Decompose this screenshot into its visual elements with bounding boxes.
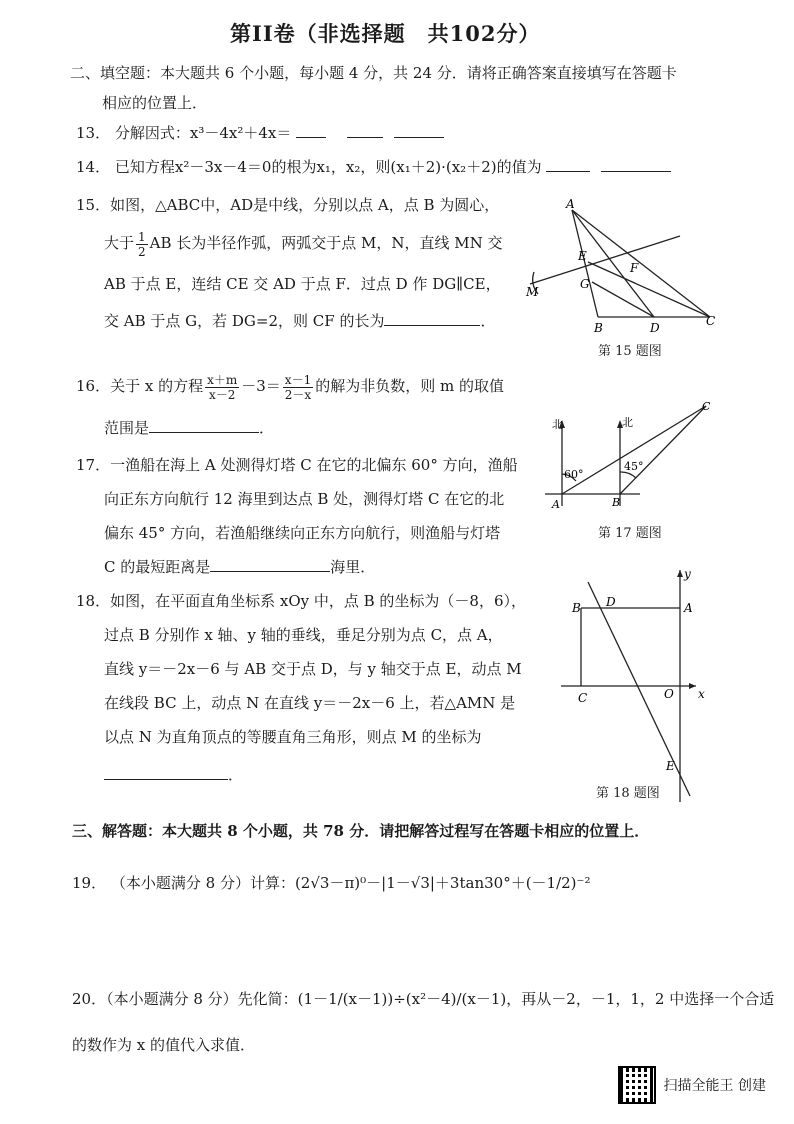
- q15-line4: 交 AB 于点 G，若 DG=2，则 CF 的长为: [104, 312, 385, 330]
- fig17-label-A: A: [552, 498, 560, 511]
- question-20: [72, 982, 775, 1074]
- section-2-line1: 二、填空题：本大题共 6 个小题，每小题 4 分，共 24 分．请将正确答案直接填写在答题卡: [70, 64, 677, 82]
- q14-answer-blank-2[interactable]: [601, 155, 671, 172]
- fig15-label-C: C: [706, 314, 716, 328]
- fig18-y-arrow: [677, 570, 683, 577]
- fig15-label-E: E: [578, 249, 587, 263]
- q15-fraction: [136, 230, 148, 259]
- q16-line1c: 的解为非负数，则 m 的取值: [315, 377, 504, 395]
- q16-line1a: 关于 x 的方程: [110, 377, 204, 395]
- q13-text: 分解因式：x³－4x²＋4x＝: [114, 124, 292, 142]
- fig17-label-north-A: 北: [552, 418, 563, 431]
- fig17-label-C: C: [702, 400, 711, 413]
- q18-line6-end: ．: [228, 766, 244, 784]
- q16-line1b: －3＝: [241, 377, 281, 395]
- question-16: [76, 366, 536, 450]
- q20-line1: 20．（本小题满分 8 分）先化简：(1－1/(x－1))÷(x²－4)/(x－1)，再从－2，－1，1，2 中选择一个合适: [72, 990, 775, 1008]
- fig15-label-F: F: [630, 261, 639, 275]
- q13-answer-blank-3[interactable]: [394, 121, 444, 138]
- page-title: 第II卷（非选择题 共102分）: [230, 21, 541, 46]
- fig18-label-C: C: [578, 691, 588, 705]
- q17-line3: 偏东 45° 方向，若渔船继续向正东方向航行，则渔船与灯塔: [104, 524, 501, 542]
- fig17-line-AC: [562, 406, 706, 494]
- question-13: [76, 116, 444, 150]
- question-14: [76, 150, 671, 184]
- q15-line2b: AB 长为半径作弧，两弧交于点 M，N，直线 MN 交: [149, 234, 503, 252]
- q14-answer-blank[interactable]: [546, 155, 590, 172]
- q16-number: 16．: [76, 377, 111, 395]
- section-2-heading: [70, 58, 677, 118]
- section-2-line2: 相应的位置上．: [102, 94, 208, 112]
- q18-line1: 如图，在平面直角坐标系 xOy 中，点 B 的坐标为（－8，6），: [110, 592, 527, 610]
- scanner-watermark: [618, 1066, 766, 1104]
- fig15-label-M: M: [526, 285, 539, 299]
- fig17-label-B: B: [612, 496, 621, 509]
- q14-number: 14．: [76, 158, 111, 176]
- q16-line2: 范围是: [104, 419, 150, 437]
- q16-f2-den: 2－x: [284, 387, 312, 402]
- fig15-caption: 第 15 题图: [598, 344, 662, 359]
- figure-18: [556, 564, 716, 804]
- q14-text: 已知方程x²－3x－4＝0的根为x₁，x₂，则(x₁＋2)·(x₂＋2)的值为: [114, 158, 542, 176]
- fig18-label-O: O: [664, 687, 674, 701]
- q16-line2-end: ．: [259, 419, 275, 437]
- q15-answer-blank[interactable]: [384, 309, 480, 326]
- question-18: [76, 584, 546, 796]
- q15-frac-den: 2: [138, 244, 146, 259]
- q17-answer-blank[interactable]: [210, 555, 330, 572]
- fig18-label-B: B: [572, 601, 581, 615]
- fig17-caption: 第 17 题图: [598, 526, 662, 541]
- fig18-label-D: D: [606, 595, 616, 609]
- fig18-label-E: E: [666, 759, 675, 773]
- question-17: [76, 448, 536, 584]
- fig15-label-G: G: [580, 277, 590, 291]
- q18-number: 18．: [76, 592, 111, 610]
- q17-line1: 一渔船在海上 A 处测得灯塔 C 在它的北偏东 60° 方向，渔船: [110, 456, 518, 474]
- fig18-label-y: y: [684, 567, 691, 581]
- fig15-label-A: A: [566, 197, 575, 211]
- q16-f1-num: x＋m: [207, 372, 238, 387]
- fig15-label-D: D: [650, 321, 660, 335]
- q17-line2: 向正东方向航行 12 海里到达点 B 处，测得灯塔 C 在它的北: [104, 490, 505, 508]
- q18-answer-blank[interactable]: [104, 763, 228, 780]
- q15-line4-end: ．: [480, 312, 496, 330]
- q15-frac-num: 1: [138, 229, 146, 244]
- qr-code-icon: [618, 1066, 656, 1104]
- q15-line3: AB 于点 E，连结 CE 交 AD 于点 F．过点 D 作 DG∥CE，: [104, 275, 501, 293]
- q18-line2: 过点 B 分别作 x 轴、y 轴的垂线，垂足分别为点 C，点 A，: [104, 626, 503, 644]
- q16-fraction-2: [283, 373, 313, 402]
- figure-17: [540, 398, 720, 513]
- q15-line2a: 大于: [104, 234, 135, 252]
- q13-answer-blank[interactable]: [296, 121, 326, 138]
- q13-number: 13．: [76, 124, 111, 142]
- q17-number: 17．: [76, 456, 111, 474]
- question-15: [76, 188, 536, 338]
- q20-line2: 的数作为 x 的值代入求值．: [72, 1036, 255, 1054]
- fig17-label-45: 45°: [624, 460, 644, 473]
- q17-line4a: C 的最短距离是: [104, 558, 211, 576]
- fig17-label-60: 60°: [564, 468, 584, 481]
- q16-fraction-1: [205, 373, 239, 402]
- figure-15: [520, 192, 720, 357]
- section-3-heading: 三、解答题：本大题共 8 个小题，共 78 分．请把解答过程写在答题卡相应的位置上．: [72, 822, 650, 840]
- q16-f1-den: x－2: [208, 387, 236, 402]
- q19-text: （本小题满分 8 分）计算：(2√3－π)⁰－|1－√3|＋3tan30°＋(－1/2)⁻²: [110, 874, 591, 892]
- q15-line1: 如图，△ABC中，AD是中线，分别以点 A，点 B 为圆心，: [110, 196, 500, 214]
- q19-number: 19．: [72, 874, 107, 892]
- fig18-label-x: x: [698, 687, 705, 701]
- question-19: [72, 866, 590, 900]
- q17-line4b: 海里．: [330, 558, 376, 576]
- q18-line4: 在线段 BC 上，动点 N 在直线 y＝－2x－6 上，若△AMN 是: [104, 694, 516, 712]
- fig17-label-north-B: 北: [622, 416, 633, 429]
- q13-answer-blank-2[interactable]: [347, 121, 383, 138]
- fig18-caption: 第 18 题图: [596, 786, 660, 801]
- fig18-label-A: A: [684, 601, 693, 615]
- q16-answer-blank[interactable]: [149, 416, 259, 433]
- watermark-text: 扫描全能王 创建: [663, 1078, 766, 1094]
- q18-line5: 以点 N 为直角顶点的等腰直角三角形，则点 M 的坐标为: [104, 728, 482, 746]
- q16-f2-num: x－1: [284, 372, 312, 387]
- q15-number: 15．: [76, 196, 111, 214]
- q18-line3: 直线 y＝－2x－6 与 AB 交于点 D，与 y 轴交于点 E，动点 M: [104, 660, 522, 678]
- fig18-x-arrow: [689, 683, 696, 689]
- fig15-label-B: B: [594, 321, 603, 335]
